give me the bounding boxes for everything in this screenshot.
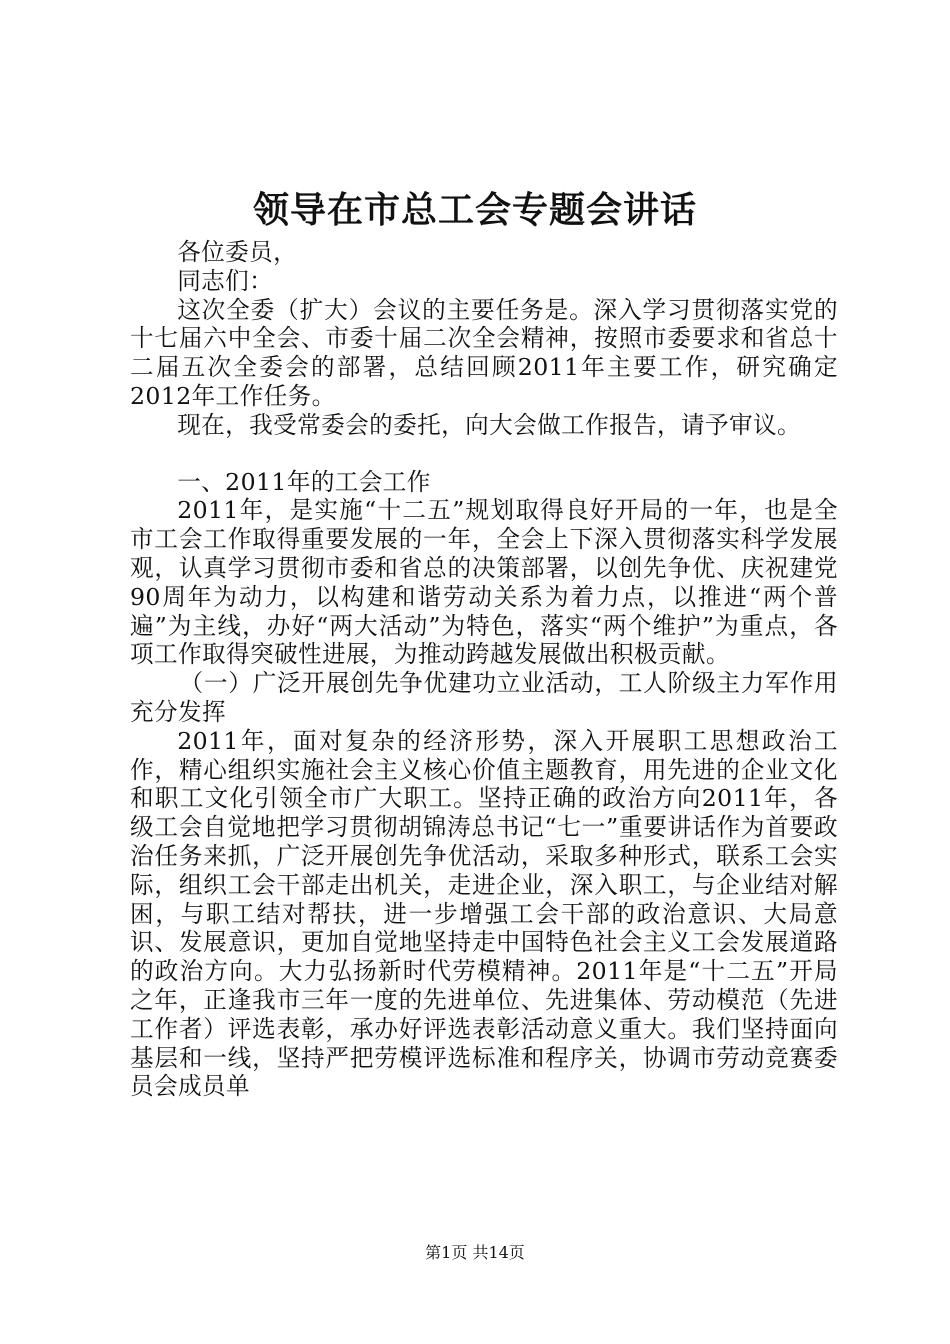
salutation-committee: 各位委员， <box>177 238 298 266</box>
paragraph-2011-overview: 2011年，是实施“十二五”规划取得良好开局的一年，也是全市工会工作取得重要发展的一年，全会上下深入贯彻落实科学发展观，认真学习贯彻市委和省总的决策部署，以创先争优、庆祝建党90周年为动力，以构建和谐劳动关系为着力点，以推进“两个普遍”为主线，办好“两大活动”为特色，落实“两个维护”为重点，各项工作取得突破性进展，为推动跨越发展做出积极贡献。 <box>130 496 838 669</box>
salutation-comrades: 同志们： <box>177 266 274 295</box>
page-number-footer: 第1页 共14页 <box>425 1243 525 1262</box>
paragraph-report-intro: 现在，我受常委会的委托，向大会做工作报告，请予审议。 <box>177 410 802 439</box>
subsection-heading-1: （一）广泛开展创先争优建功立业活动，工人阶级主力军作用充分发挥 <box>130 669 838 726</box>
paragraph-main-tasks: 这次全委（扩大）会议的主要任务是。深入学习贯彻落实党的十七届六中全会、市委十届二次全会精神，按照市委要求和省总十二届五次全委会的部署，总结回顾2011年主要工作，研究确定2012年工作任务。 <box>130 295 838 410</box>
document-body <box>130 238 838 1101</box>
document-title: 领导在市总工会专题会讲话 <box>252 189 697 231</box>
section-heading-1: 一、2011年的工会工作 <box>177 467 431 496</box>
paragraph-2011-details: 2011年，面对复杂的经济形势，深入开展职工思想政治工作，精心组织实施社会主义核心价值主题教育，用先进的企业文化和职工文化引领全市广大职工。坚持正确的政治方向2011年，各级工会自觉地把学习贯彻胡锦涛总书记“七一”重要讲话作为首要政治任务来抓，广泛开展创先争优活动，采取多种形式，联系工会实际，组织工会干部走出机关，走进企业，深入职工，与企业结对解困，与职工结对帮扶，进一步增强工会干部的政治意识、大局意识、发展意识，更加自觉地坚持走中国特色社会主义工会发展道路的政治方向。大力弘扬新时代劳模精神。2011年是“十二五”开局之年，正逢我市三年一度的先进单位、先进集体、劳动模范（先进工作者）评选表彰，承办好评选表彰活动意义重大。我们坚持面向基层和一线，坚持严把劳模评选标准和程序关，协调市劳动竞赛委员会成员单 <box>130 726 838 1101</box>
